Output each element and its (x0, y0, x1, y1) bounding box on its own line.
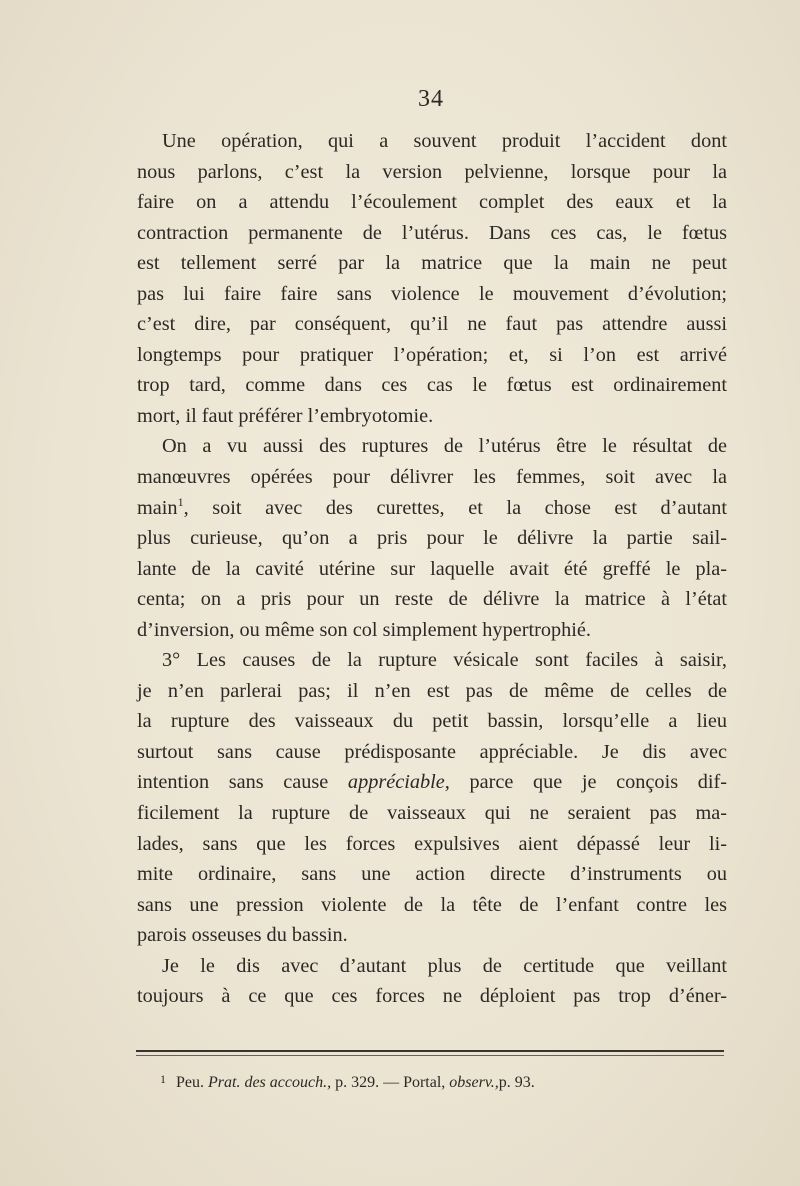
footnote-work-title: observ., (449, 1074, 499, 1091)
text-line: On a vu aussi des ruptures de l’utérus être le résultat de (162, 435, 727, 458)
text-line: faire on a attendu l’écoulement complet des eaux et la (137, 191, 727, 214)
footnote-text: p. 329. — Portal, (335, 1074, 446, 1091)
text-line: la rupture des vaisseaux du petit bassin, lorsqu’elle a lieu (137, 710, 727, 733)
footnote-reference: 1 (177, 494, 184, 509)
footnote-text: p. 93. (498, 1074, 535, 1091)
text-line: contraction permanente de l’utérus. Dans ces cas, le fœtus (137, 221, 727, 244)
text-line (137, 493, 727, 524)
text-line: Je le dis avec d’autant plus de certitude que veillant (162, 954, 727, 977)
text-run: , soit avec des curettes, et la chose est d’autant (183, 496, 727, 519)
text-line: c’est dire, par conséquent, qu’il ne faut pas attendre aussi (137, 313, 727, 336)
text-line: longtemps pour pratiquer l’opération; et, si l’on est arrivé (137, 343, 727, 366)
text-run: main (137, 496, 178, 519)
text-line: 3° Les causes de la rupture vésicale sont faciles à saisir, (162, 649, 727, 672)
page-number: 34 (418, 86, 444, 112)
italic-text: appréciable, (347, 771, 450, 794)
text-line: parois osseuses du bassin. (137, 924, 348, 947)
text-line: sans une pression violente de la tête de l’enfant contre les (137, 893, 727, 916)
text-line: mite ordinaire, sans une action directe d’instruments ou (137, 863, 727, 886)
text-line: trop tard, comme dans ces cas le fœtus est ordinairement (137, 374, 727, 397)
footnote-divider-thin (136, 1055, 724, 1056)
text-line: ficilement la rupture de vaisseaux qui ne seraient pas ma- (137, 802, 727, 825)
text-line: est tellement serré par la matrice que la main ne peut (137, 252, 727, 275)
footnote-marker: 1 (160, 1072, 166, 1086)
text-line: toujours à ce que ces forces ne déploient pas trop d’éner- (137, 985, 727, 1008)
text-line: manœuvres opérées pour délivrer les femmes, soit avec la (137, 466, 727, 489)
footnote-work-title: Prat. des accouch., (208, 1074, 332, 1091)
text-line: plus curieuse, qu’on a pris pour le délivre la partie sail- (137, 527, 727, 550)
text-line: surtout sans cause prédisposante appréciable. Je dis avec (137, 740, 727, 763)
text-run: parce que je conçois dif- (449, 771, 727, 794)
text-line: lades, sans que les forces expulsives aient dépassé leur li- (137, 832, 727, 855)
text-line: mort, il faut préférer l’embryotomie. (137, 404, 434, 427)
body-text (137, 126, 727, 1012)
text-line: pas lui faire faire sans violence le mouvement d’évolution; (137, 282, 727, 305)
footnote (160, 1072, 535, 1092)
text-run: intention sans cause (137, 771, 348, 794)
footnote-divider (136, 1050, 724, 1052)
text-line: nous parlons, c’est la version pelvienne, lorsque pour la (137, 160, 727, 183)
text-line: centa; on a pris pour un reste de délivre la matrice à l’état (137, 588, 727, 611)
text-line: Une opération, qui a souvent produit l’accident dont (162, 130, 727, 152)
text-line: d’inversion, ou même son col simplement hypertrophié. (137, 618, 591, 641)
text-line: lante de la cavité utérine sur laquelle avait été greffé le pla- (137, 557, 727, 580)
footnote-text: Peu. (176, 1074, 204, 1091)
text-line (137, 767, 727, 798)
text-line: je n’en parlerai pas; il n’en est pas de même de celles de (137, 679, 727, 702)
